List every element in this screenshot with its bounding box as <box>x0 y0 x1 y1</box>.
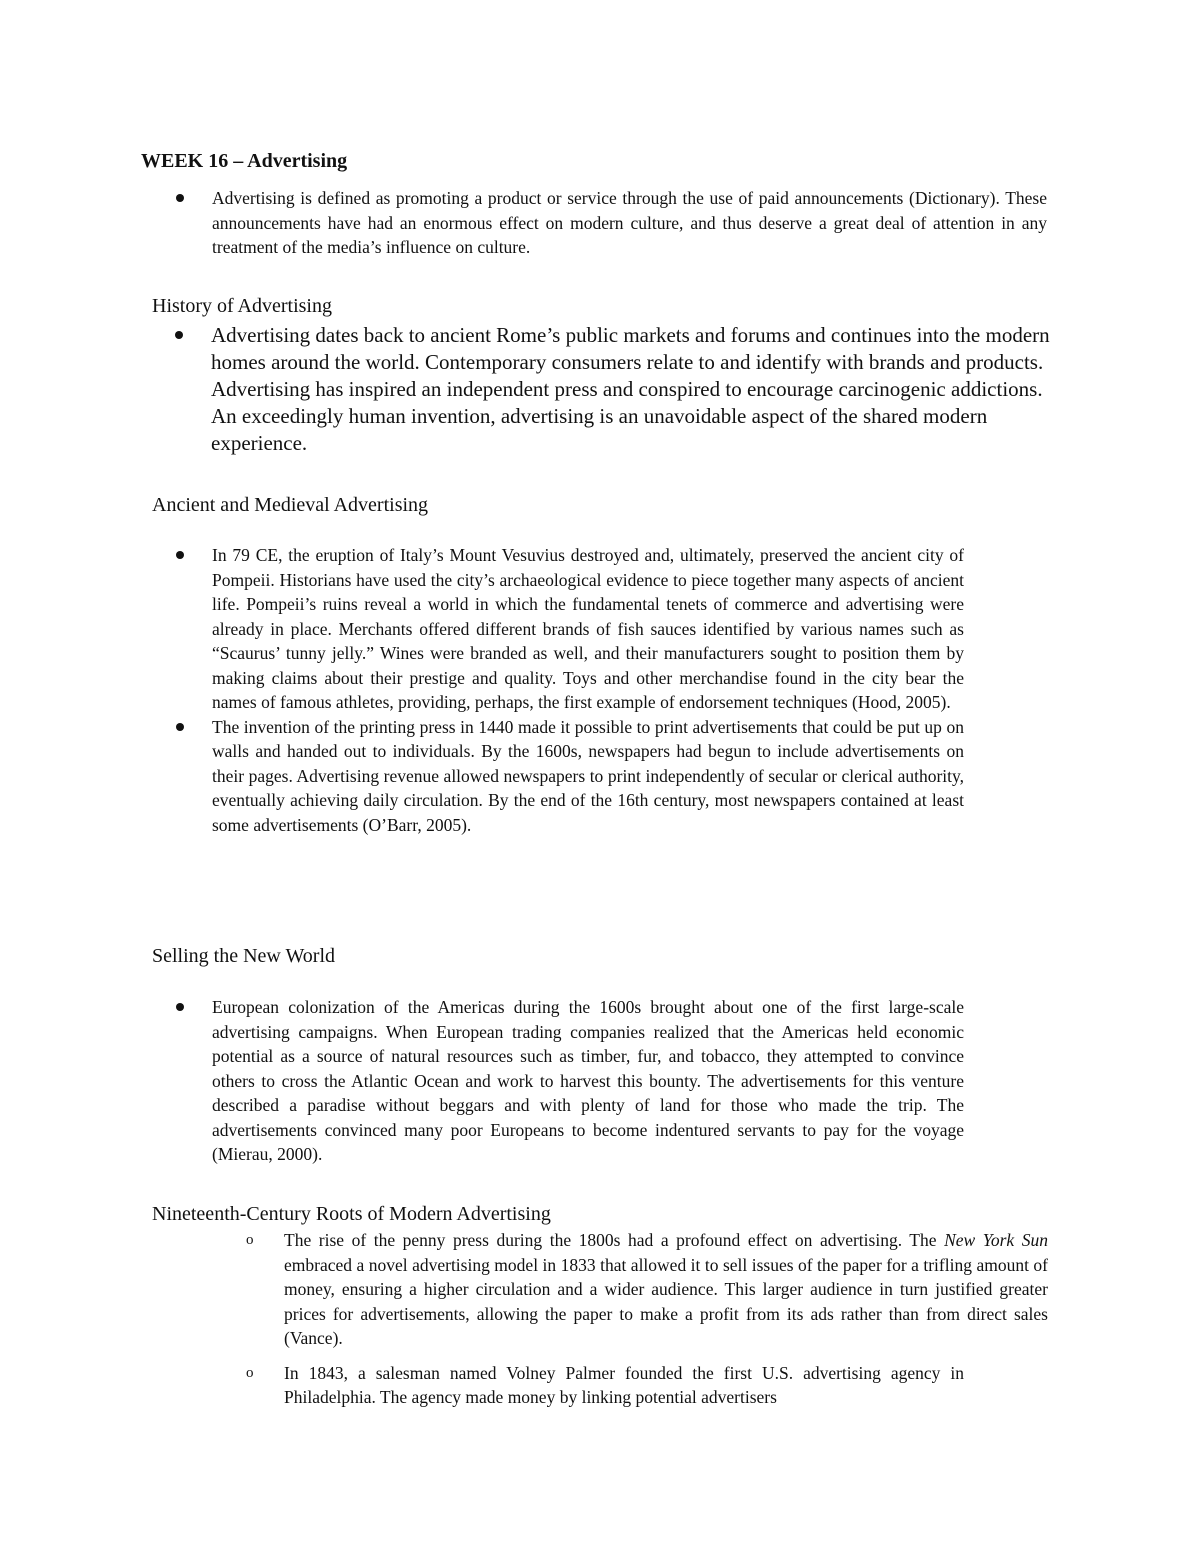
nineteenth-text-1-after: embraced a novel advertising model in 1833 that allowed it to sell issues of the paper for a trifling amount of money, ensuring a higher circulation and a wider audience. This larger audience in turn justified greater prices for advertisements, allowing the paper to make a profit from its ads rather than from direct sales (Vance). <box>284 1254 1048 1348</box>
history-text: Advertising dates back to ancient Rome’s public markets and forums and continues into the modern homes around the world. Contemporary consumers relate to and identify with brands and products. Advertising has inspired an independent press and conspired to encourage carcinogenic addictions. An exceedingly human invention, advertising is an unavoidable aspect of the shared modern experience. <box>211 323 1050 455</box>
list-item <box>212 995 964 1167</box>
ancient-list <box>212 543 964 837</box>
week-title: WEEK 16 – Advertising <box>141 150 348 172</box>
nineteenth-text-1-before: The rise of the penny press during the 1800s had a profound effect on advertising. The <box>284 1230 945 1250</box>
bullet-icon <box>176 551 184 559</box>
circle-bullet-icon: o <box>246 1232 254 1248</box>
nineteenth-list <box>246 1228 1048 1410</box>
bullet-icon <box>175 331 183 339</box>
section-heading-nineteenth: Nineteenth-Century Roots of Modern Advertising <box>152 1203 551 1225</box>
list-item <box>211 322 1061 457</box>
newspaper-title: New York Sun <box>944 1230 1048 1250</box>
list-item <box>212 715 964 838</box>
list-item <box>246 1228 1048 1351</box>
list-item <box>212 543 964 715</box>
new-world-list <box>212 995 964 1167</box>
ancient-text-1: In 79 CE, the eruption of Italy’s Mount Vesuvius destroyed and, ultimately, preserved the ancient city of Pompeii. Historians have used the city’s archaeological evidence to piece together many aspects of ancient life. Pompeii’s ruins reveal a world in which the fundamental tenets of commerce and advertising were already in place. Merchants offered different brands of fish sauces identified by various names such as “Scaurus’ tunny jelly.” Wines were branded as well, and their manufacturers sought to position them by making claims about their prestige and quality. Toys and other merchandise found in the city bear the names of famous athletes, providing, perhaps, the first example of endorsement techniques (Hood, 2005). <box>212 545 964 712</box>
intro-text: Advertising is defined as promoting a product or service through the use of paid announcements (Dictionary). These announcements have had an enormous effect on modern culture, and thus deserve a great deal of attention in any treatment of the media’s influence on culture. <box>212 188 1047 257</box>
bullet-icon <box>176 1003 184 1011</box>
bullet-icon <box>176 723 184 731</box>
list-item <box>246 1361 964 1410</box>
nineteenth-text-2: In 1843, a salesman named Volney Palmer founded the first U.S. advertising agency in Philadelphia. The agency made money by linking potential advertisers <box>284 1362 964 1407</box>
history-list <box>211 322 1061 457</box>
nineteenth-text-1 <box>284 1230 1048 1348</box>
section-heading-new-world: Selling the New World <box>152 945 335 967</box>
bullet-icon <box>176 194 184 202</box>
section-heading-ancient: Ancient and Medieval Advertising <box>152 494 429 516</box>
ancient-text-2: The invention of the printing press in 1440 made it possible to print advertisements that could be put up on walls and handed out to individuals. By the 1600s, newspapers had begun to include advertisements on their pages. Advertising revenue allowed newspapers to print independently of secular or clerical authority, eventually achieving daily circulation. By the end of the 16th century, most newspapers contained at least some advertisements (O’Barr, 2005). <box>212 716 964 835</box>
list-item <box>212 186 1047 260</box>
section-heading-history: History of Advertising <box>152 295 332 317</box>
intro-list <box>212 186 1047 260</box>
new-world-text: European colonization of the Americas during the 1600s brought about one of the first large-scale advertising campaigns. When European trading companies realized that the Americas held economic potential as a source of natural resources such as timber, fur, and tobacco, they attempted to convince others to cross the Atlantic Ocean and work to harvest this bounty. The advertisements for this venture described a paradise without beggars and with plenty of land for those who made the trip. The advertisements convinced many poor Europeans to become indentured servants to pay for the voyage (Mierau, 2000). <box>212 997 964 1164</box>
circle-bullet-icon: o <box>246 1364 254 1381</box>
